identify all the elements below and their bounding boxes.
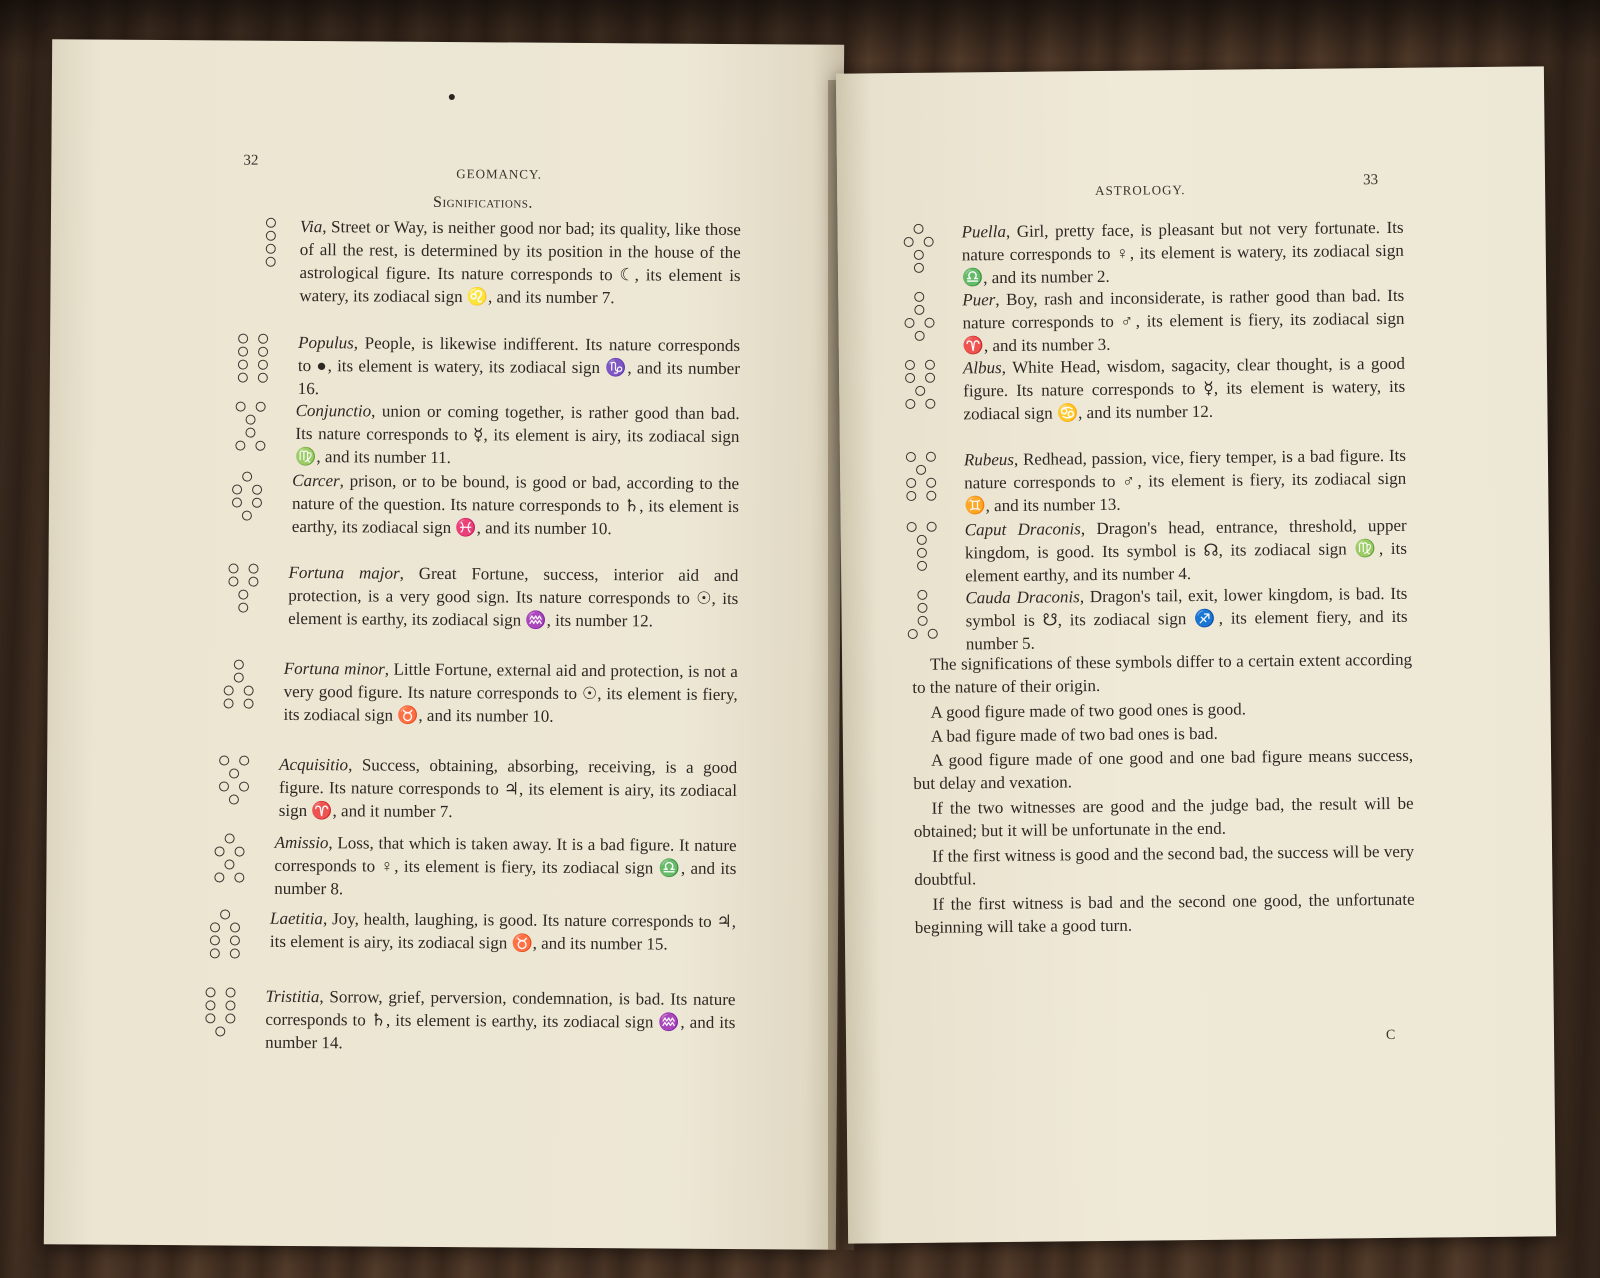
figure-name: Acquisitio <box>279 754 349 775</box>
figure-point-icon <box>238 334 248 344</box>
entry-puella <box>903 216 1404 290</box>
figure-point-icon <box>924 237 934 247</box>
figure-point-icon <box>226 987 236 997</box>
figure-point-icon <box>924 318 934 328</box>
entry-text <box>265 985 735 1057</box>
geomantic-figure <box>904 292 935 341</box>
entry-text <box>299 215 741 310</box>
geomantic-figure <box>205 987 235 1036</box>
figure-point-icon <box>917 561 927 571</box>
paragraph: A good figure made of one good and one bad figure means success, but delay and vexation. <box>913 745 1414 793</box>
geomantic-figure <box>219 755 249 804</box>
geomantic-figure <box>903 224 934 273</box>
figure-point-icon <box>926 478 936 488</box>
figure-point-icon <box>915 331 925 341</box>
figure-point-icon <box>214 872 224 882</box>
figure-name: Amissio <box>274 832 329 853</box>
figure-point-icon <box>252 485 262 495</box>
figure-point-icon <box>215 1026 225 1036</box>
figure-point-icon <box>258 347 268 357</box>
figure-name: Cauda Draconis <box>965 587 1080 608</box>
figure-point-icon <box>904 318 914 328</box>
figure-point-icon <box>238 603 248 613</box>
entry-amissio <box>214 830 736 903</box>
figure-point-icon <box>904 237 914 247</box>
figure-name: Puella <box>961 221 1007 242</box>
entry-text <box>964 444 1407 518</box>
figure-point-icon <box>219 781 229 791</box>
signature-mark: C <box>1385 1027 1396 1044</box>
figure-name: Albus <box>962 358 1002 378</box>
figure-point-icon <box>239 756 249 766</box>
figure-description: , Little Fortune, external aid and protection, is not a very good figure. Its nature corresponds to ☉, its element is fiery, its zodiacal sign ♉, and its number 10. <box>283 659 738 726</box>
figure-point-icon <box>206 987 216 997</box>
figure-point-icon <box>238 347 248 357</box>
figure-point-icon <box>210 922 220 932</box>
figure-point-icon <box>225 833 235 843</box>
figure-point-icon <box>917 548 927 558</box>
left-page-number: 32 <box>243 152 259 169</box>
figure-point-icon <box>266 244 276 254</box>
entry-text <box>961 216 1404 290</box>
figure-point-icon <box>917 535 927 545</box>
entry-carcer <box>232 469 739 542</box>
figure-name: Conjunctio <box>295 400 372 421</box>
figure-name: Puer <box>962 290 996 310</box>
entry-text <box>292 469 739 541</box>
geomantic-figure <box>228 563 258 612</box>
figure-point-icon <box>225 1013 235 1023</box>
entry-text <box>298 331 740 403</box>
figure-point-icon <box>914 250 924 260</box>
entry-laetitia <box>210 906 736 962</box>
figure-point-icon <box>219 755 229 765</box>
figure-description: , prison, or to be bound, is good or bad, according to the nature of the question. Its nature corresponds to ♄, its element is earthy, its zodiacal sign ♓, and its number 10. <box>291 471 740 539</box>
entry-conjunctio <box>235 399 739 472</box>
figure-point-icon <box>258 334 268 344</box>
figure-point-icon <box>917 603 927 613</box>
figure-name: Via <box>299 216 323 237</box>
figure-point-icon <box>238 373 248 383</box>
figure-point-icon <box>232 498 242 508</box>
figure-point-icon <box>210 948 220 958</box>
figure-name: Caput Draconis <box>964 519 1081 540</box>
figure-description: , Great Fortune, success, interior aid and protection, is a very good sign. Its nature corresponds to ☉, its element is earthy, its zodiacal sign ♒, its number 12. <box>288 563 739 631</box>
figure-point-icon <box>914 292 924 302</box>
figure-name: Fortuna major <box>288 562 400 583</box>
figure-description: , Sorrow, grief, perversion, condemnation, is bad. Its nature corresponds to ♄, its element is earthy, its zodiacal sign ♒, and its number 14. <box>265 987 736 1053</box>
figure-point-icon <box>246 415 256 425</box>
figure-point-icon <box>234 660 244 670</box>
figure-point-icon <box>914 305 924 315</box>
figure-description: , Redhead, passion, vice, fiery temper, is a bad figure. Its nature corresponds to ♂, its element is fiery, its zodiacal sign ♊, and its number 13. <box>964 445 1407 516</box>
figure-point-icon <box>258 360 268 370</box>
entry-cauda-draconis <box>907 582 1408 656</box>
entry-text <box>279 753 737 825</box>
figure-name: Carcer <box>292 470 340 491</box>
figure-point-icon <box>245 428 255 438</box>
geomantic-figure <box>224 659 254 708</box>
figure-point-icon <box>235 847 245 857</box>
figure-description: , Dragon's head, entrance, threshold, upper kingdom, is good. Its symbol is ☊, its zodiacal sign ♍, its element earthy, and its number 4. <box>964 515 1407 586</box>
entry-populus <box>238 331 740 404</box>
figure-name: Populus <box>298 332 354 353</box>
paragraph: The significations of these symbols differ to a certain extent according to the nature of their origin. <box>912 649 1413 697</box>
figure-name: Rubeus <box>963 449 1015 470</box>
figure-point-icon <box>914 263 924 273</box>
figure-description: , White Head, wisdom, sagacity, clear thought, is a good figure. Its nature corresponds to ☿, its element is watery, its zodiacal sign ♋, and its number 12. <box>963 353 1406 424</box>
entry-puer <box>904 284 1405 358</box>
geomantic-figure <box>907 522 938 571</box>
figure-point-icon <box>236 402 246 412</box>
figure-point-icon <box>256 402 266 412</box>
figure-description: , People, is likewise indifferent. Its nature corresponds to ●, its element is watery, its zodiacal sign ♑, and its number 16. <box>297 333 741 399</box>
paragraph: If the first witness is good and the second bad, the success will be very doubtful. <box>914 841 1415 889</box>
figure-point-icon <box>235 441 245 451</box>
entry-text <box>283 657 737 729</box>
figure-point-icon <box>925 373 935 383</box>
figure-description: , Street or Way, is neither good nor bad; its quality, like those of all the rest, is determined by its position in the house of the astrological figure. Its nature corresponds to ☾, its element is watery, its zodiacal sign ♌, and its number 7. <box>299 217 741 308</box>
geomantic-figure <box>906 452 937 501</box>
entry-albus <box>905 352 1406 426</box>
figure-description: , union or coming together, is rather good than bad. Its nature corresponds to ☿, its element is airy, its zodiacal sign ♍, and its number 11. <box>295 401 740 468</box>
figure-point-icon <box>234 673 244 683</box>
figure-point-icon <box>258 373 268 383</box>
figure-name: Tristitia <box>265 986 320 1007</box>
figure-point-icon <box>232 485 242 495</box>
entry-text <box>288 561 738 633</box>
entry-text <box>274 831 736 903</box>
left-running-head: GEOMANCY. <box>456 166 543 182</box>
figure-point-icon <box>238 360 248 370</box>
entry-fortuna-major <box>228 560 738 633</box>
figure-point-icon <box>238 590 248 600</box>
entry-text <box>962 284 1405 358</box>
figure-point-icon <box>228 576 238 586</box>
figure-point-icon <box>918 616 928 626</box>
figure-point-icon <box>917 590 927 600</box>
figure-point-icon <box>239 782 249 792</box>
right-page <box>836 66 1556 1243</box>
entry-fortuna-minor <box>223 656 737 729</box>
figure-point-icon <box>925 399 935 409</box>
figure-point-icon <box>224 685 234 695</box>
figure-point-icon <box>906 452 916 462</box>
figure-description: , Boy, rash and inconsiderate, is rather good than bad. Its nature corresponds to ♂, its element is fiery, its zodiacal sign ♈, and its number 3. <box>962 285 1405 356</box>
ink-speck <box>449 94 455 100</box>
geomantic-figure <box>235 402 265 451</box>
figure-point-icon <box>228 563 238 573</box>
figure-description: , Loss, that which is taken away. It is a bad figure. It nature corresponds to ♀, its element is fiery, its zodiacal sign ♎, and its number 8. <box>274 833 737 899</box>
figure-point-icon <box>913 224 923 234</box>
figure-point-icon <box>916 465 926 475</box>
geomantic-figure <box>256 218 286 267</box>
figure-point-icon <box>248 564 258 574</box>
figure-point-icon <box>908 629 918 639</box>
figure-point-icon <box>907 522 917 532</box>
figure-point-icon <box>234 873 244 883</box>
entry-via <box>255 215 741 310</box>
right-running-head: ASTROLOGY. <box>1095 182 1186 199</box>
section-heading: Significations. <box>433 193 533 212</box>
geomantic-figure <box>210 909 240 958</box>
figure-point-icon <box>248 577 258 587</box>
figure-point-icon <box>205 1000 215 1010</box>
figure-point-icon <box>905 360 915 370</box>
figure-point-icon <box>266 257 276 267</box>
figure-point-icon <box>244 699 254 709</box>
geomantic-figure <box>214 833 244 882</box>
paragraph: A good figure made of two good ones is good. <box>930 699 1247 722</box>
entry-rubeus <box>906 444 1407 518</box>
entry-text <box>295 399 739 471</box>
figure-point-icon <box>905 373 915 383</box>
figure-point-icon <box>266 231 276 241</box>
entry-text <box>965 582 1408 656</box>
figure-point-icon <box>205 1013 215 1023</box>
entry-acquisitio <box>219 752 737 825</box>
figure-description: , Dragon's tail, exit, lower kingdom, is bad. Its symbol is ☋, its zodiacal sign ♐, its element fiery, and its number 5. <box>965 583 1408 654</box>
figure-point-icon <box>230 936 240 946</box>
figure-point-icon <box>255 441 265 451</box>
paragraph: If the first witness is bad and the second one good, the unfortunate beginning will take a good turn. <box>914 889 1415 937</box>
entry-tristitia <box>205 984 735 1057</box>
figure-name: Laetitia <box>270 908 324 929</box>
figure-description: , Joy, health, laughing, is good. Its nature corresponds to ♃, its element is airy, its zodiacal sign ♉, and its number 15. <box>269 909 737 954</box>
figure-point-icon <box>906 491 916 501</box>
figure-point-icon <box>266 218 276 228</box>
figure-point-icon <box>252 498 262 508</box>
geomantic-figure <box>238 334 268 383</box>
paragraph: A bad figure made of two bad ones is bad. <box>930 723 1218 746</box>
figure-point-icon <box>229 769 239 779</box>
paragraph: If the two witnesses are good and the judge bad, the result will be obtained; but it will be unfortunate in the end. <box>913 793 1414 841</box>
figure-point-icon <box>242 511 252 521</box>
figure-point-icon <box>224 698 234 708</box>
figure-description: , Success, obtaining, absorbing, receiving, is a good figure. Its nature corresponds to ♃, its element is airy, its zodiacal sign ♈, and it number 7. <box>278 755 738 822</box>
figure-point-icon <box>925 360 935 370</box>
geomantic-figure <box>907 590 938 639</box>
figure-point-icon <box>928 629 938 639</box>
figure-point-icon <box>224 859 234 869</box>
figure-point-icon <box>927 522 937 532</box>
figure-point-icon <box>915 386 925 396</box>
entry-text <box>965 514 1408 588</box>
figure-point-icon <box>220 909 230 919</box>
figure-point-icon <box>225 1000 235 1010</box>
figure-name: Fortuna minor <box>283 658 385 679</box>
figure-point-icon <box>926 491 936 501</box>
figure-point-icon <box>244 686 254 696</box>
figure-point-icon <box>926 452 936 462</box>
figure-point-icon <box>230 949 240 959</box>
figure-point-icon <box>906 478 916 488</box>
entry-text <box>963 352 1406 426</box>
geomantic-figure <box>232 472 262 521</box>
geomantic-figure <box>905 360 936 409</box>
figure-point-icon <box>230 923 240 933</box>
entry-caput-draconis <box>907 514 1408 588</box>
figure-point-icon <box>229 795 239 805</box>
entry-text <box>270 907 736 956</box>
left-page <box>44 39 844 1249</box>
right-page-number: 33 <box>1362 172 1379 189</box>
figure-point-icon <box>215 846 225 856</box>
figure-description: , Girl, pretty face, is pleasant but not very fortunate. Its nature corresponds to ♀, its element is watery, its zodiacal sign ♎, and its number 2. <box>961 217 1404 288</box>
figure-point-icon <box>210 935 220 945</box>
figure-point-icon <box>242 472 252 482</box>
figure-point-icon <box>905 399 915 409</box>
